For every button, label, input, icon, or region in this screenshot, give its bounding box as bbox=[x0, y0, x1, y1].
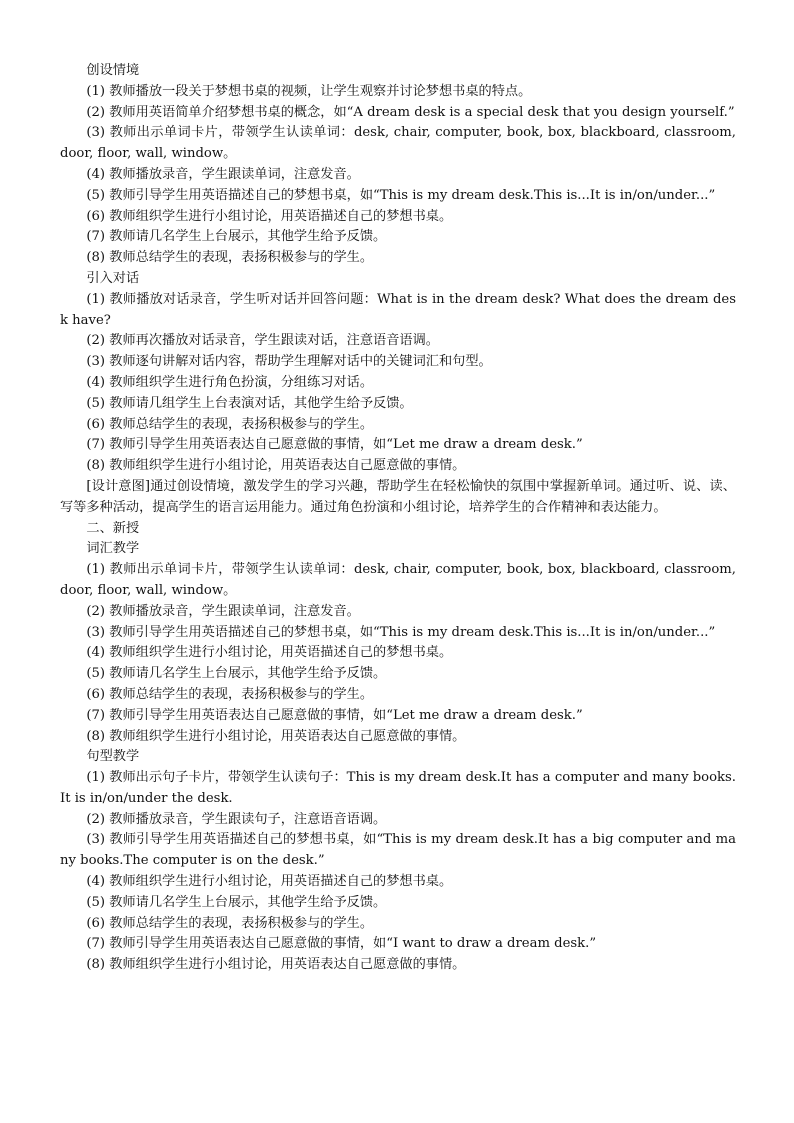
paragraph: (3) 教师逐句讲解对话内容，帮助学生理解对话中的关键词汇和句型。 bbox=[86, 354, 492, 370]
heading-vocabulary-teaching: 词汇教学 bbox=[86, 541, 140, 557]
heading-sentence-teaching: 句型教学 bbox=[86, 749, 140, 765]
paragraph: (8) 教师组织学生进行小组讨论，用英语表达自己愿意做的事情。 bbox=[86, 728, 466, 744]
paragraph: (7) 教师引导学生用英语表达自己愿意做的事情，如“Let me draw a dream desk.” bbox=[86, 437, 583, 453]
paragraph: (5) 教师请几组学生上台表演对话，其他学生给予反馈。 bbox=[86, 395, 413, 411]
design-intent: [设计意图]通过创设情境，激发学生的学习兴趣，帮助学生在轻松愉快的氛围中掌握新单词。通过听、说、读、写等多种活动，提高学生的语言运用能力。通过角色扮演和小组讨论，培养学生的合作精神和表达能力。 bbox=[60, 478, 736, 515]
paragraph: (1) 教师出示单词卡片，带领学生认读单词：desk, chair, computer, book, box, blackboard, classroom, door, floor, wall, window。 bbox=[60, 562, 736, 598]
paragraph: (5) 教师请几名学生上台展示，其他学生给予反馈。 bbox=[86, 894, 387, 910]
paragraph: (4) 教师组织学生进行小组讨论，用英语描述自己的梦想书桌。 bbox=[86, 874, 453, 890]
paragraph: (1) 教师播放一段关于梦想书桌的视频，让学生观察并讨论梦想书桌的特点。 bbox=[86, 83, 532, 99]
paragraph: (3) 教师引导学生用英语描述自己的梦想书桌，如“This is my dream desk.It has a big computer and many books.The computer is on the desk.” bbox=[60, 832, 736, 869]
paragraph: (1) 教师出示句子卡片，带领学生认读句子：This is my dream desk.It has a computer and many books.It is in/on/under the desk. bbox=[60, 770, 736, 806]
paragraph: (7) 教师引导学生用英语表达自己愿意做的事情，如“Let me draw a dream desk.” bbox=[86, 707, 583, 723]
paragraph: (4) 教师组织学生进行小组讨论，用英语描述自己的梦想书桌。 bbox=[86, 645, 453, 661]
paragraph: (2) 教师再次播放对话录音，学生跟读对话，注意语音语调。 bbox=[86, 333, 439, 349]
paragraph: (8) 教师组织学生进行小组讨论，用英语表达自己愿意做的事情。 bbox=[86, 957, 466, 973]
paragraph: (3) 教师引导学生用英语描述自己的梦想书桌，如“This is my dream desk.This is...It is in/on/under...” bbox=[86, 624, 716, 640]
paragraph: (6) 教师组织学生进行小组讨论，用英语描述自己的梦想书桌。 bbox=[86, 208, 453, 224]
paragraph: (5) 教师引导学生用英语描述自己的梦想书桌，如“This is my dream desk.This is...It is in/on/under...” bbox=[86, 187, 716, 203]
paragraph: (6) 教师总结学生的表现，表扬积极参与的学生。 bbox=[86, 915, 374, 931]
paragraph: (7) 教师请几名学生上台展示，其他学生给予反馈。 bbox=[86, 229, 387, 245]
paragraph: (6) 教师总结学生的表现，表扬积极参与的学生。 bbox=[86, 416, 374, 432]
paragraph: (6) 教师总结学生的表现，表扬积极参与的学生。 bbox=[86, 686, 374, 702]
paragraph: (2) 教师播放录音，学生跟读句子，注意语音语调。 bbox=[86, 811, 387, 827]
paragraph: (5) 教师请几名学生上台展示，其他学生给予反馈。 bbox=[86, 666, 387, 682]
paragraph: (7) 教师引导学生用英语表达自己愿意做的事情，如“I want to draw a dream desk.” bbox=[86, 936, 597, 952]
paragraph: (8) 教师组织学生进行小组讨论，用英语表达自己愿意做的事情。 bbox=[86, 458, 466, 474]
heading-new-teaching: 二、新授 bbox=[86, 520, 140, 536]
heading-create-scenario: 创设情境 bbox=[86, 63, 140, 78]
paragraph: (2) 教师用英语简单介绍梦想书桌的概念，如“A dream desk is a special desk that you design yourself.” bbox=[86, 104, 735, 120]
paragraph: (2) 教师播放录音，学生跟读单词，注意发音。 bbox=[86, 603, 360, 619]
document-body bbox=[60, 61, 736, 976]
paragraph: (3) 教师出示单词卡片，带领学生认读单词：desk, chair, computer, book, box, blackboard, classroom, door, floor, wall, window。 bbox=[60, 125, 736, 162]
paragraph: (1) 教师播放对话录音，学生听对话并回答问题：What is in the dream desk? What does the dream desk have? bbox=[60, 291, 736, 328]
paragraph: (8) 教师总结学生的表现，表扬积极参与的学生。 bbox=[86, 250, 374, 266]
heading-introduce-dialogue: 引入对话 bbox=[86, 270, 140, 286]
paragraph: (4) 教师组织学生进行角色扮演，分组练习对话。 bbox=[86, 374, 374, 390]
paragraph: (4) 教师播放录音，学生跟读单词，注意发音。 bbox=[86, 166, 360, 182]
